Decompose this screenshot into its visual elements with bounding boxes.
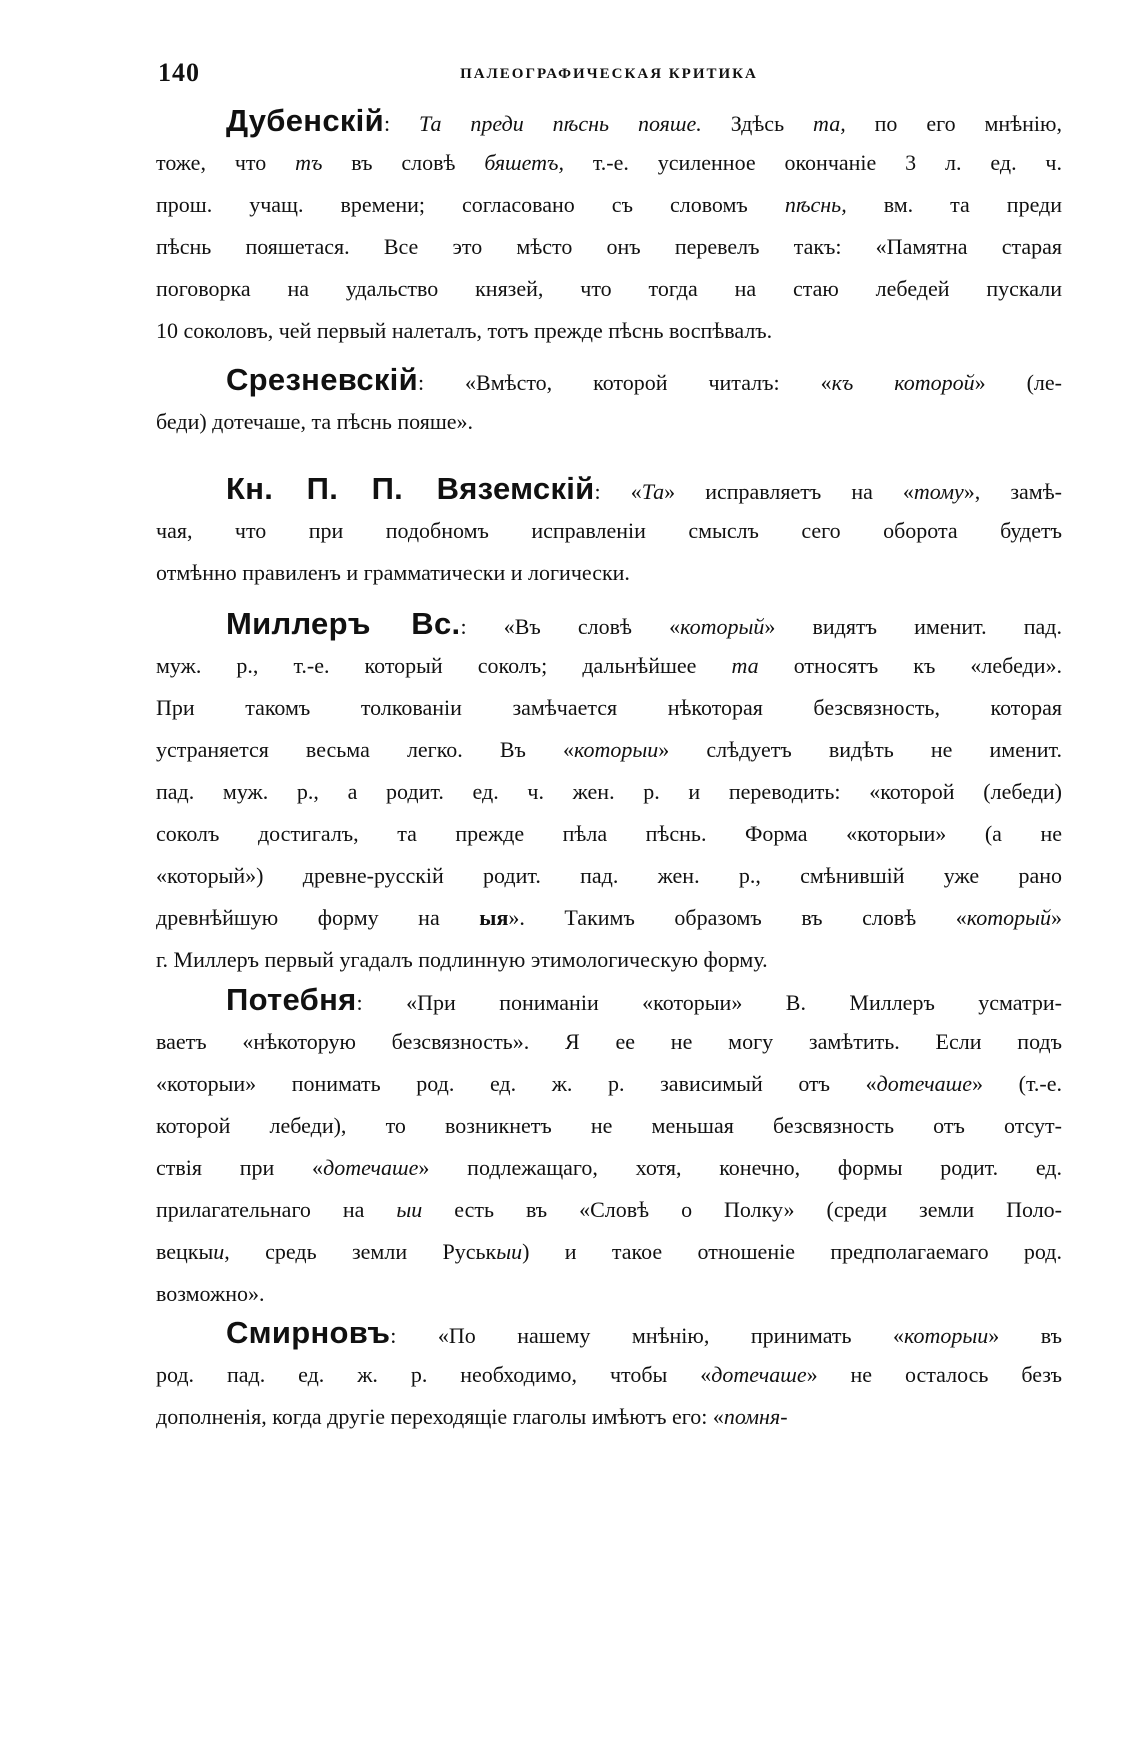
text-run: древнѣйшую форму на: [156, 905, 480, 930]
text-run: дотечаше: [711, 1362, 807, 1387]
text-line: [156, 226, 1062, 268]
text-run: которыи: [904, 1323, 989, 1348]
text-line: [156, 401, 1062, 443]
text-run: дотечаше: [876, 1071, 973, 1096]
text-line: [156, 1273, 1062, 1315]
text-line: [156, 771, 1062, 813]
text-line: [156, 310, 1062, 352]
text-line: [156, 813, 1062, 855]
text-line: [156, 359, 1062, 401]
text-run: » (ле-: [974, 370, 1062, 395]
text-line: [156, 142, 1062, 184]
text-run: 10 соколовъ, чей первый налеталъ, тотъ прежде пѣснь воспѣвалъ.: [156, 318, 773, 343]
text-run: возможно».: [156, 1281, 265, 1306]
text-run: чая, что при подобномъ исправленіи смыслъ сего оборота будетъ: [156, 518, 1062, 543]
text-run: ствія при «: [156, 1155, 324, 1180]
text-line: [156, 1105, 1062, 1147]
text-run: : «Вмѣсто, которой читалъ: «: [417, 370, 832, 395]
text-run: «который») древне-русскій родит. пад. жен. р., смѣнившій уже рано: [156, 863, 1062, 888]
text-run: и: [213, 1239, 225, 1264]
text-run: помня-: [723, 1404, 788, 1429]
text-line: [156, 1189, 1062, 1231]
text-run: та,: [813, 111, 846, 136]
text-run: »: [1051, 905, 1062, 930]
text-run: тъ: [295, 150, 323, 175]
entry-sreznevsky: [156, 359, 1062, 443]
page-number: 140: [158, 58, 200, 87]
text-run: дотечаше: [323, 1155, 419, 1180]
author-name: Срезневскій: [226, 362, 418, 397]
text-run: род. пад. ед. ж. р. необходимо, чтобы «: [156, 1362, 712, 1387]
text-line: [156, 184, 1062, 226]
text-run: » не осталось безъ: [806, 1362, 1062, 1387]
text-run: «которыи» понимать род. ед. ж. р. зависимый отъ «: [156, 1071, 877, 1096]
text-line: [156, 645, 1062, 687]
text-run: въ словѣ: [322, 150, 485, 175]
text-run: : «: [594, 479, 642, 504]
text-line: [156, 729, 1062, 771]
text-run: » въ: [988, 1323, 1062, 1348]
text-run: ваетъ «нѣкоторую безсвязность». Я ее не могу замѣтить. Если подъ: [156, 1029, 1062, 1054]
text-run: т.-е. усиленное окончаніе 3 л. ед. ч.: [563, 150, 1062, 175]
text-line: [156, 1231, 1062, 1273]
author-name: Кн. П. П. Вяземскій: [226, 471, 595, 506]
text-run: » (т.-е.: [972, 1071, 1062, 1096]
text-run: Та: [641, 479, 665, 504]
text-run: : «Въ словѣ «: [460, 614, 681, 639]
text-line: [156, 1021, 1062, 1063]
text-line: [156, 1147, 1062, 1189]
text-run: та: [731, 653, 759, 678]
text-run: Та преди пѣснь пояше.: [419, 111, 702, 136]
text-run: прилагательнаго на: [156, 1197, 397, 1222]
author-name: Дубенскій: [226, 103, 384, 138]
text-run: вецкы: [156, 1239, 214, 1264]
text-run: беди) дотечаше, та пѣснь пояше».: [156, 409, 474, 434]
text-run: который: [966, 905, 1051, 930]
text-run: » исправляетъ на «: [664, 479, 914, 504]
text-line: [156, 268, 1062, 310]
text-run: » подлежащаго, хотя, конечно, формы родит. ед.: [418, 1155, 1062, 1180]
text-line: [156, 979, 1062, 1021]
text-run: вм. та преди: [846, 192, 1062, 217]
text-run: тоже, что: [156, 150, 296, 175]
text-run: которой лебеди), то возникнетъ не меньшая безсвязность отъ отсут-: [156, 1113, 1062, 1138]
text-run: » слѣдуетъ видѣть не именит.: [658, 737, 1062, 762]
text-line: [156, 468, 1062, 510]
text-line: [156, 1396, 1062, 1438]
text-run: ) и такое отношеніе предполагаемаго род.: [522, 1239, 1062, 1264]
text-run: отмѣнно правиленъ и грамматически и логически.: [156, 560, 630, 585]
entry-dubensky: [156, 100, 1062, 352]
text-run: муж. р., т.-е. который соколъ; дальнѣйшее: [156, 653, 732, 678]
author-name: Миллеръ Вс.: [226, 606, 461, 641]
text-run: пад. муж. р., а родит. ед. ч. жен. р. и переводить: «которой (лебеди): [156, 779, 1062, 804]
text-line: [156, 855, 1062, 897]
text-run: поговорка на удальство князей, что тогда на стаю лебедей пускали: [156, 276, 1062, 301]
text-run: по его мнѣнію,: [845, 111, 1062, 136]
page-header: [156, 58, 1062, 98]
text-run: тому: [913, 479, 964, 504]
text-run: ыи: [396, 1197, 423, 1222]
text-line: [156, 603, 1062, 645]
text-line: [156, 1354, 1062, 1396]
text-run: ыи: [496, 1239, 523, 1264]
text-run: пѣснь пояшетася. Все это мѣсто онъ перевелъ такъ: «Памятна старая: [156, 234, 1062, 259]
text-run: г. Миллеръ первый угадалъ подлинную этимологическую форму.: [156, 947, 768, 972]
text-run: » видятъ именит. пад.: [764, 614, 1062, 639]
text-run: ». Такимъ образомъ въ словѣ «: [508, 905, 967, 930]
author-name: Потебня: [226, 982, 357, 1017]
text-run: ыя: [479, 905, 509, 930]
text-line: [156, 100, 1062, 142]
text-run: соколъ достигалъ, та прежде пѣла пѣснь. Форма «которыи» (а не: [156, 821, 1062, 846]
text-run: пѣснь,: [784, 192, 847, 217]
text-line: [156, 552, 1062, 594]
text-line: [156, 939, 1062, 981]
text-run: При такомъ толкованіи замѣчается нѣкоторая безсвязность, которая: [156, 695, 1062, 720]
text-run: , средь земли Руськ: [224, 1239, 497, 1264]
running-title: ПАЛЕОГРАФИЧЕСКАЯ КРИТИКА: [460, 66, 758, 82]
entry-miller: [156, 603, 1062, 981]
author-name: Смирновъ: [226, 1315, 391, 1350]
text-run: : «По нашему мнѣнію, принимать «: [390, 1323, 905, 1348]
text-run: устраняется весьма легко. Въ «: [156, 737, 575, 762]
entry-smirnov: [156, 1312, 1062, 1438]
text-line: [156, 897, 1062, 939]
text-run: :: [383, 111, 419, 136]
text-run: есть въ «Словѣ о Полку» (среди земли Поло-: [422, 1197, 1062, 1222]
text-line: [156, 1063, 1062, 1105]
text-line: [156, 687, 1062, 729]
text-run: : «При пониманіи «которыи» В. Миллеръ усматри-: [356, 990, 1062, 1015]
text-run: Здѣсь: [701, 111, 814, 136]
text-run: », замѣ-: [963, 479, 1062, 504]
text-run: прош. учащ. времени; согласовано съ словомъ: [156, 192, 785, 217]
text-run: бяшетъ,: [484, 150, 564, 175]
entry-vyazemsky: [156, 468, 1062, 594]
text-line: [156, 510, 1062, 552]
text-run: которыи: [574, 737, 659, 762]
text-run: который: [680, 614, 765, 639]
text-run: дополненія, когда другіе переходящіе глаголы имѣютъ его: «: [156, 1404, 724, 1429]
text-line: [156, 1312, 1062, 1354]
entry-potebnya: [156, 979, 1062, 1315]
text-run: къ которой: [831, 370, 975, 395]
text-run: относятъ къ «лебеди».: [758, 653, 1062, 678]
